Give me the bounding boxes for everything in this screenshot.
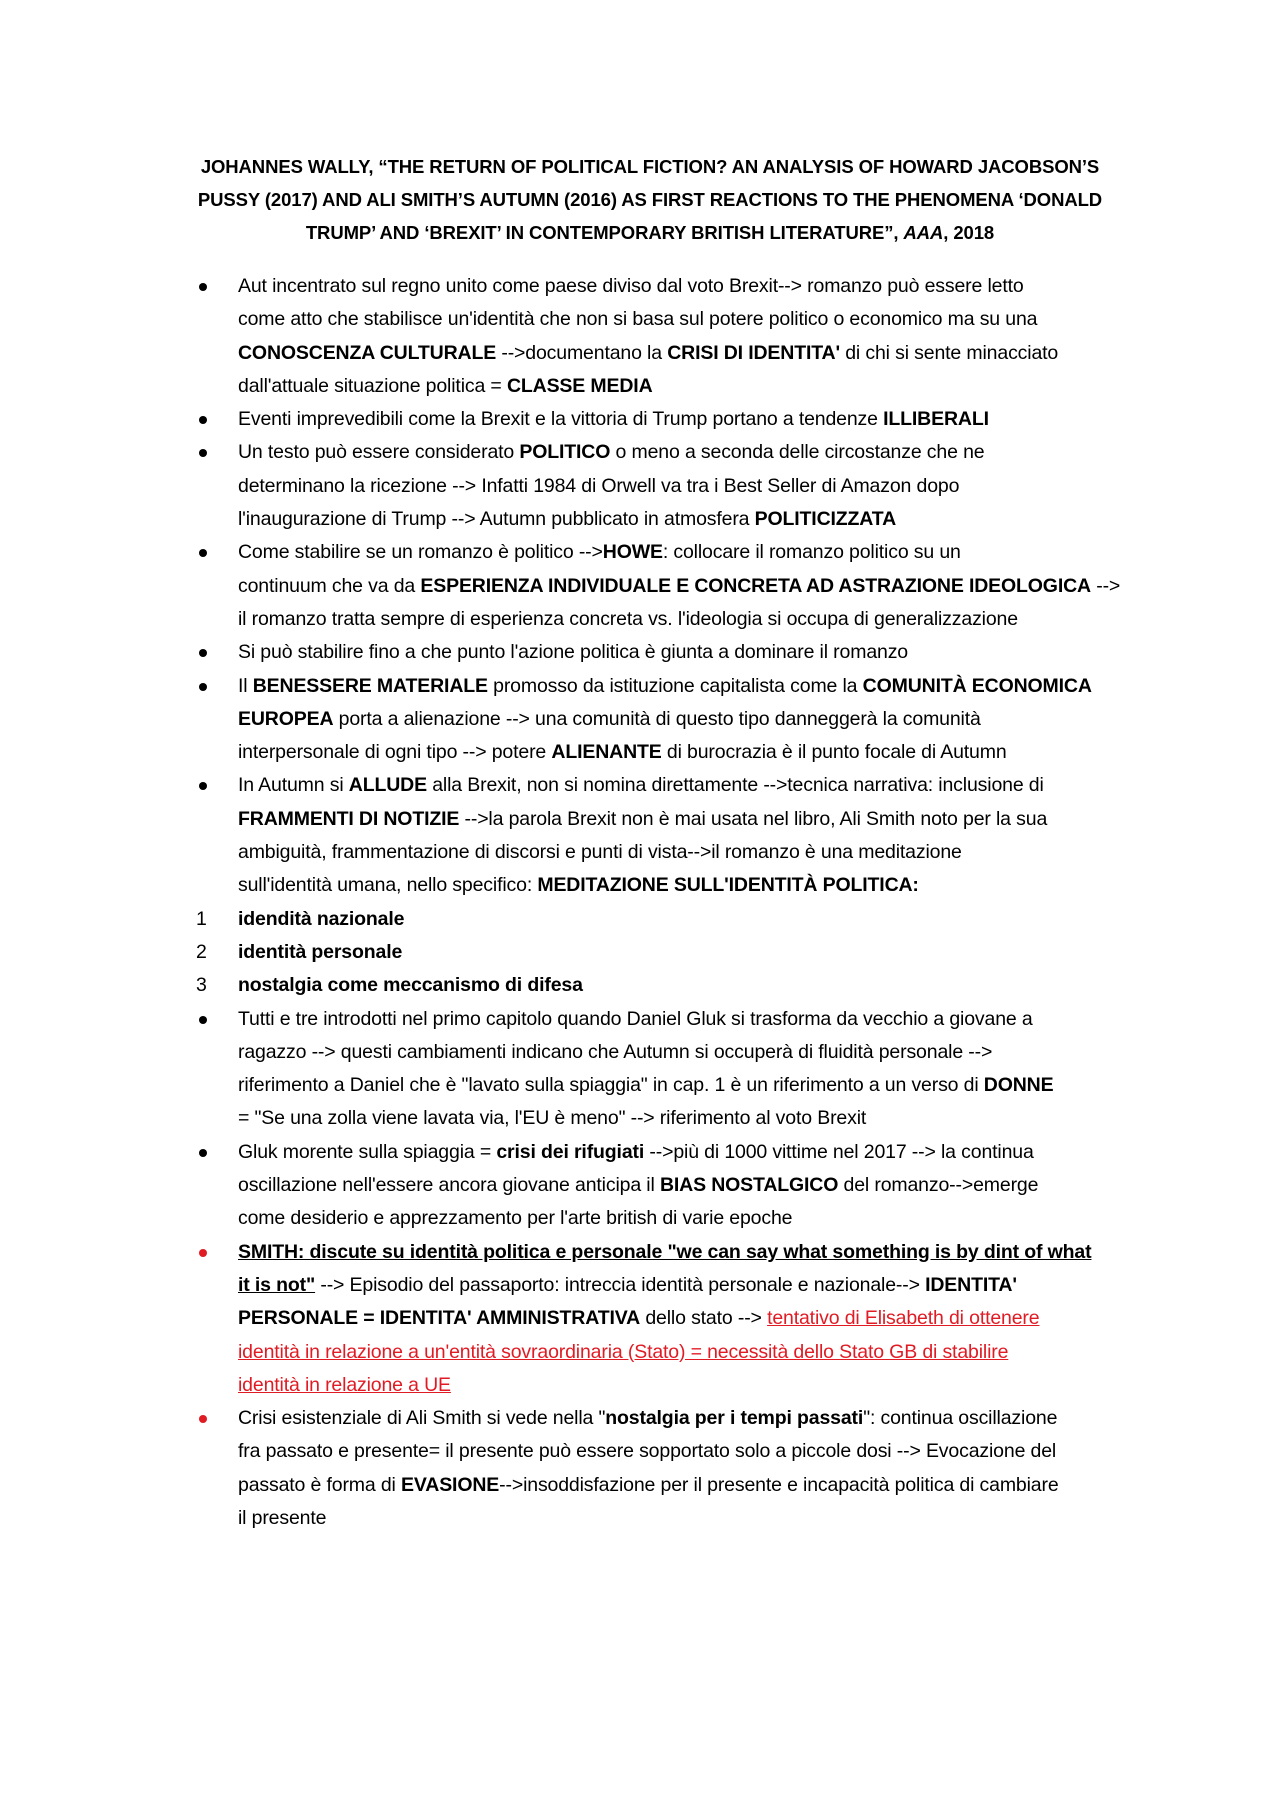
list-item-text bbox=[238, 903, 1158, 936]
text-line bbox=[238, 303, 1158, 336]
numbered-item bbox=[0, 903, 1280, 936]
emphasis-text: nostalgia come meccanismo di difesa bbox=[238, 974, 583, 997]
text-run: porta a alienazione --> una comunità di questo tipo danneggerà la comunità bbox=[333, 707, 981, 730]
text-line bbox=[238, 1236, 1158, 1269]
text-run: -->più di 1000 vittime nel 2017 --> la continua bbox=[644, 1140, 1034, 1163]
numbered-item bbox=[0, 969, 1280, 1002]
list-item-text bbox=[238, 1136, 1158, 1236]
emphasis-text: it is not" bbox=[238, 1273, 316, 1296]
text-line bbox=[238, 803, 1158, 836]
list-item-text bbox=[238, 436, 1158, 536]
text-run: oscillazione nell'essere ancora giovane anticipa il bbox=[238, 1174, 660, 1197]
text-run: dello stato --> bbox=[640, 1307, 768, 1330]
text-run: come atto che stabilisce un'identità che non si basa sul potere politico o economico ma su una bbox=[238, 308, 1038, 331]
text-line bbox=[238, 370, 1158, 403]
title-year: , 2018 bbox=[943, 222, 995, 243]
text-line bbox=[238, 1336, 1158, 1369]
list-item bbox=[0, 1003, 1280, 1136]
emphasis-text: POLITICIZZATA bbox=[754, 508, 897, 531]
text-run: del romanzo-->emerge bbox=[838, 1174, 1039, 1197]
list-item bbox=[0, 769, 1280, 902]
emphasis-text: nostalgia per i tempi passati bbox=[605, 1407, 864, 1430]
text-line bbox=[238, 836, 1158, 869]
text-line bbox=[238, 969, 1158, 1002]
list-item-text bbox=[238, 536, 1158, 636]
emphasis-text: HOWE bbox=[602, 541, 663, 564]
text-line bbox=[238, 636, 1158, 669]
emphasis-text: identità in relazione a un'entità sovraordinaria (Stato) = necessità dello Stato GB di stabilire bbox=[238, 1340, 1009, 1363]
emphasis-text: FRAMMENTI DI NOTIZIE bbox=[238, 807, 460, 830]
list-item-text bbox=[238, 1003, 1158, 1136]
text-run: --> bbox=[1090, 574, 1121, 597]
list-item bbox=[0, 1402, 1280, 1535]
text-run: promosso da istituzione capitalista come la bbox=[487, 674, 863, 697]
list-item bbox=[0, 536, 1280, 636]
list-item-text bbox=[238, 969, 1158, 1002]
text-run: ragazzo --> questi cambiamenti indicano che Autumn si occuperà di fluidità personale --> bbox=[238, 1040, 993, 1063]
list-item-text bbox=[238, 1236, 1158, 1402]
text-line bbox=[238, 503, 1158, 536]
list-item-text bbox=[238, 1402, 1158, 1535]
text-run: = "Se una zolla viene lavata via, l'EU è meno" --> riferimento al voto Brexit bbox=[238, 1107, 867, 1130]
text-run: Crisi esistenziale di Ali Smith si vede nella " bbox=[238, 1407, 606, 1430]
text-run: Come stabilire se un romanzo è politico --> bbox=[238, 541, 603, 564]
list-item-text bbox=[238, 270, 1158, 403]
text-run: di burocrazia è il punto focale di Autumn bbox=[661, 741, 1007, 764]
document-title bbox=[150, 150, 1150, 249]
text-line bbox=[238, 1269, 1158, 1302]
text-run: dall'attuale situazione politica = bbox=[238, 374, 507, 397]
text-line bbox=[238, 1169, 1158, 1202]
text-line bbox=[238, 1502, 1158, 1535]
emphasis-text: idendità nazionale bbox=[238, 907, 405, 930]
emphasis-text: ALLUDE bbox=[348, 774, 427, 797]
list-item bbox=[0, 270, 1280, 403]
text-run: ambiguità, frammentazione di discorsi e punti di vista-->il romanzo è una meditazione bbox=[238, 841, 962, 864]
text-run: Eventi imprevedibili come la Brexit e la vittoria di Trump portano a tendenze bbox=[238, 408, 884, 431]
text-line bbox=[238, 769, 1158, 802]
text-run: Un testo può essere considerato bbox=[238, 441, 520, 464]
text-line bbox=[238, 736, 1158, 769]
text-run: Aut incentrato sul regno unito come paese diviso dal voto Brexit--> romanzo può essere letto bbox=[238, 275, 1024, 297]
text-line bbox=[238, 337, 1158, 370]
emphasis-text: COMUNITÀ ECONOMICA bbox=[862, 674, 1092, 697]
text-line bbox=[238, 1069, 1158, 1102]
list-item-text bbox=[238, 936, 1158, 969]
emphasis-text: ALIENANTE bbox=[551, 741, 662, 764]
emphasis-text: IDENTITA' bbox=[925, 1273, 1017, 1296]
title-line: PUSSY (2017) AND ALI SMITH’S AUTUMN (2016) AS FIRST REACTIONS TO THE PHENOMENA ‘DONALD bbox=[197, 189, 1103, 210]
text-run: sull'identità umana, nello specifico: bbox=[238, 874, 538, 897]
text-run: ": continua oscillazione bbox=[863, 1407, 1058, 1430]
text-line bbox=[238, 869, 1158, 902]
emphasis-text: CLASSE MEDIA bbox=[506, 374, 653, 397]
emphasis-text: CONOSCENZA CULTURALE bbox=[238, 341, 497, 364]
list-item bbox=[0, 436, 1280, 536]
list-item-text bbox=[238, 769, 1158, 902]
title-line bbox=[150, 216, 1150, 249]
text-run: passato è forma di bbox=[238, 1473, 401, 1496]
emphasis-text: EUROPEA bbox=[238, 707, 334, 730]
text-line bbox=[238, 570, 1158, 603]
text-run: Gluk morente sulla spiaggia = bbox=[238, 1140, 497, 1163]
text-line bbox=[238, 1102, 1158, 1135]
text-line bbox=[238, 1202, 1158, 1235]
text-run: Il bbox=[238, 674, 253, 697]
list-item bbox=[0, 1136, 1280, 1236]
emphasis-text: tentativo di Elisabeth di ottenere bbox=[767, 1307, 1040, 1330]
text-line bbox=[238, 1036, 1158, 1069]
emphasis-text: crisi dei rifugiati bbox=[496, 1140, 645, 1163]
text-run: In Autumn si bbox=[238, 774, 349, 797]
emphasis-text: PERSONALE = IDENTITA' AMMINISTRATIVA bbox=[238, 1307, 641, 1330]
emphasis-text: ILLIBERALI bbox=[883, 408, 989, 431]
text-line bbox=[238, 1402, 1158, 1435]
list-number: 3 bbox=[196, 974, 207, 997]
text-run: riferimento a Daniel che è "lavato sulla spiaggia" in cap. 1 è un riferimento a un verso di bbox=[238, 1074, 984, 1097]
text-line bbox=[238, 536, 1158, 569]
text-run: come desiderio e apprezzamento per l'arte british di varie epoche bbox=[238, 1207, 793, 1230]
text-run: l'inaugurazione di Trump --> Autumn pubblicato in atmosfera bbox=[238, 508, 755, 531]
list-number: 2 bbox=[196, 940, 207, 963]
text-run: il romanzo tratta sempre di esperienza concreta vs. l'ideologia si occupa di generalizzazione bbox=[238, 607, 1018, 630]
list-item bbox=[0, 403, 1280, 436]
text-line bbox=[238, 1136, 1158, 1169]
text-line bbox=[238, 1369, 1158, 1402]
notes-list bbox=[0, 270, 1280, 1535]
text-run: continuum che va da bbox=[238, 574, 421, 597]
text-run: fra passato e presente= il presente può essere sopportato solo a piccole dosi --> Evocazione del bbox=[238, 1440, 1057, 1463]
emphasis-text: BENESSERE MATERIALE bbox=[252, 674, 488, 697]
text-line bbox=[238, 703, 1158, 736]
emphasis-text: DONNE bbox=[983, 1074, 1054, 1097]
text-line bbox=[238, 903, 1158, 936]
text-line bbox=[238, 270, 1158, 303]
text-run: : collocare il romanzo politico su un bbox=[662, 541, 961, 564]
text-line bbox=[238, 670, 1158, 703]
text-run: -->insoddisfazione per il presente e incapacità politica di cambiare bbox=[499, 1473, 1059, 1496]
list-item-text bbox=[238, 403, 1158, 436]
list-item bbox=[0, 670, 1280, 770]
text-run: -->documentano la bbox=[496, 341, 668, 364]
text-line bbox=[238, 1003, 1158, 1036]
text-line bbox=[238, 1435, 1158, 1468]
text-line bbox=[238, 603, 1158, 636]
text-run: Si può stabilire fino a che punto l'azione politica è giunta a dominare il romanzo bbox=[238, 641, 909, 664]
list-item bbox=[0, 636, 1280, 669]
text-run: interpersonale di ogni tipo --> potere bbox=[238, 741, 552, 764]
emphasis-text: MEDITAZIONE SULL'IDENTITÀ POLITICA: bbox=[537, 874, 919, 897]
text-run: --> Episodio del passaporto: intreccia identità personale e nazionale--> bbox=[315, 1273, 926, 1296]
text-line bbox=[238, 436, 1158, 469]
title-line: JOHANNES WALLY, “THE RETURN OF POLITICAL FICTION? AN ANALYSIS OF HOWARD JACOBSON’S bbox=[200, 156, 1100, 177]
text-line bbox=[238, 403, 1158, 436]
text-run: o meno a seconda delle circostanze che ne bbox=[610, 441, 985, 464]
text-run: alla Brexit, non si nomina direttamente -->tecnica narrativa: inclusione di bbox=[426, 774, 1044, 797]
emphasis-text: CRISI DI IDENTITA' bbox=[667, 341, 840, 364]
list-number: 1 bbox=[196, 907, 207, 930]
journal-abbreviation: AAA bbox=[903, 222, 944, 243]
text-run: determinano la ricezione --> Infatti 1984 di Orwell va tra i Best Seller di Amazon dopo bbox=[238, 474, 960, 497]
text-line bbox=[238, 1469, 1158, 1502]
emphasis-text: BIAS NOSTALGICO bbox=[659, 1174, 839, 1197]
emphasis-text: POLITICO bbox=[519, 441, 611, 464]
numbered-item bbox=[0, 936, 1280, 969]
list-item bbox=[0, 1236, 1280, 1402]
text-run: Tutti e tre introdotti nel primo capitolo quando Daniel Gluk si trasforma da vecchio a giovane a bbox=[238, 1007, 1033, 1030]
text-line bbox=[238, 1302, 1158, 1335]
emphasis-text: identità in relazione a UE bbox=[238, 1373, 451, 1396]
list-item-text bbox=[238, 636, 1158, 669]
emphasis-text: EVASIONE bbox=[401, 1473, 500, 1496]
text-run: di chi si sente minacciato bbox=[839, 341, 1059, 364]
emphasis-text: SMITH: discute su identità politica e personale "we can say what something is by dint of what bbox=[238, 1240, 1092, 1263]
text-line bbox=[238, 936, 1158, 969]
emphasis-text: identità personale bbox=[238, 940, 403, 963]
text-run: il presente bbox=[238, 1506, 327, 1529]
title-line-text: TRUMP’ AND ‘BREXIT’ IN CONTEMPORARY BRITISH LITERATURE”, bbox=[305, 222, 904, 243]
emphasis-text: ESPERIENZA INDIVIDUALE E CONCRETA AD ASTRAZIONE IDEOLOGICA bbox=[420, 574, 1091, 597]
text-run: -->la parola Brexit non è mai usata nel libro, Ali Smith noto per la sua bbox=[459, 807, 1048, 830]
list-item-text bbox=[238, 670, 1158, 770]
text-line bbox=[238, 470, 1158, 503]
